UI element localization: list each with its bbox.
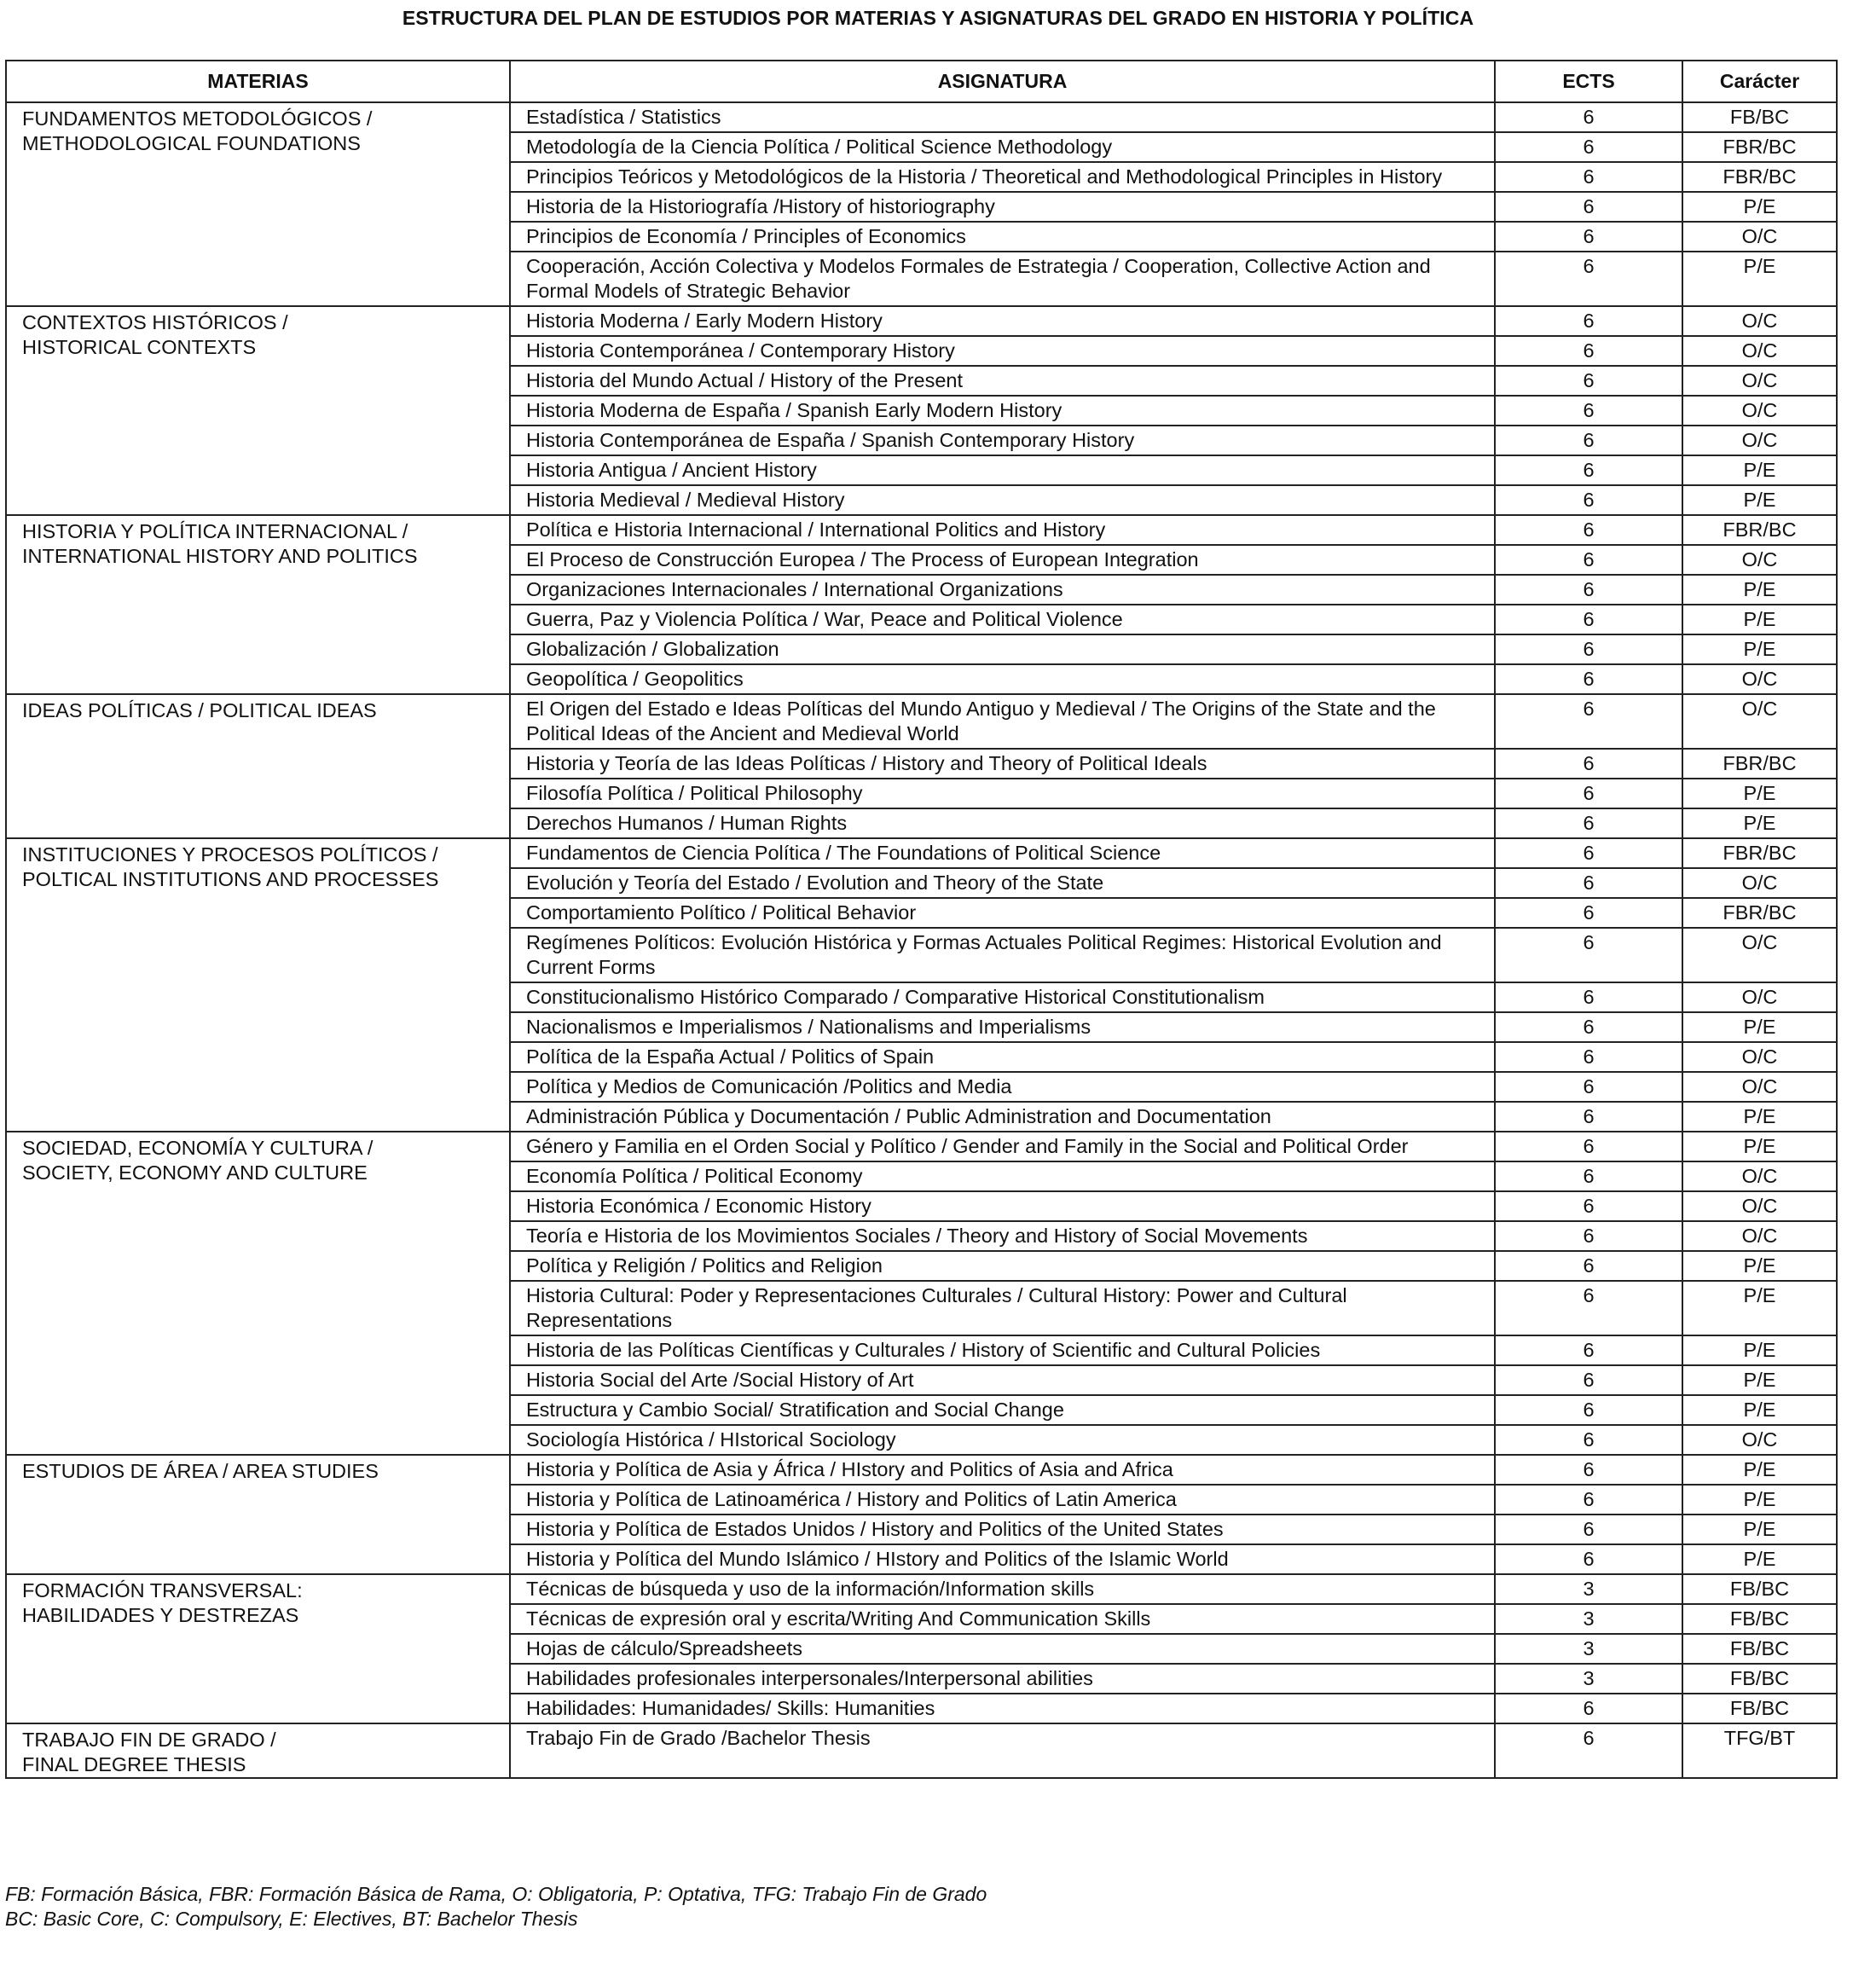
materia-cell (6, 1574, 510, 1723)
ects-cell: 6 (1495, 336, 1682, 366)
ects-cell: 6 (1495, 396, 1682, 426)
asignatura-cell: Historia y Política del Mundo Islámico / HIstory and Politics of the Islamic World (510, 1544, 1495, 1574)
materia-label: FORMACIÓN TRANSVERSAL: (22, 1579, 303, 1601)
ects-cell: 6 (1495, 1161, 1682, 1191)
materia-label: FINAL DEGREE THESIS (22, 1753, 246, 1775)
caracter-cell: P/E (1682, 1251, 1837, 1281)
asignatura-cell: Historia y Política de Asia y África / HIstory and Politics of Asia and Africa (510, 1455, 1495, 1485)
asignatura-cell: Historia Contemporánea / Contemporary History (510, 336, 1495, 366)
asignatura-cell: Historia Contemporánea de España / Spanish Contemporary History (510, 426, 1495, 455)
caracter-cell: FB/BC (1682, 102, 1837, 132)
caracter-cell: P/E (1682, 1455, 1837, 1485)
table-row (6, 515, 1837, 545)
caracter-cell: O/C (1682, 868, 1837, 898)
caracter-cell: P/E (1682, 575, 1837, 605)
caracter-cell: P/E (1682, 1281, 1837, 1335)
table-row (6, 1574, 1837, 1604)
ects-cell: 6 (1495, 898, 1682, 928)
ects-cell: 6 (1495, 1485, 1682, 1515)
table-row (6, 1723, 1837, 1778)
asignatura-cell: Teoría e Historia de los Movimientos Sociales / Theory and History of Social Movements (510, 1221, 1495, 1251)
asignatura-cell: Comportamiento Político / Political Behavior (510, 898, 1495, 928)
asignatura-cell: Historia y Política de Estados Unidos / History and Politics of the United States (510, 1515, 1495, 1544)
caracter-cell: P/E (1682, 192, 1837, 222)
asignatura-cell: Historia del Mundo Actual / History of the Present (510, 366, 1495, 396)
asignatura-cell: Organizaciones Internacionales / International Organizations (510, 575, 1495, 605)
ects-cell: 3 (1495, 1664, 1682, 1694)
document-title: ESTRUCTURA DEL PLAN DE ESTUDIOS POR MATERIAS Y ASIGNATURAS DEL GRADO EN HISTORIA Y POLÍTICA (402, 7, 1474, 29)
curriculum-table (5, 60, 1838, 1779)
caracter-cell: FB/BC (1682, 1634, 1837, 1664)
materia-cell (6, 1132, 510, 1455)
ects-cell: 6 (1495, 455, 1682, 485)
caracter-cell: FBR/BC (1682, 515, 1837, 545)
ects-cell: 6 (1495, 426, 1682, 455)
ects-cell: 3 (1495, 1634, 1682, 1664)
asignatura-cell: Metodología de la Ciencia Política / Political Science Methodology (510, 132, 1495, 162)
ects-cell: 6 (1495, 1544, 1682, 1574)
asignatura-cell: Historia Antigua / Ancient History (510, 455, 1495, 485)
caracter-cell: O/C (1682, 1425, 1837, 1455)
ects-cell: 6 (1495, 868, 1682, 898)
materia-cell (6, 1723, 510, 1778)
asignatura-cell: Historia de las Políticas Científicas y Culturales / History of Scientific and Cultural Policies (510, 1335, 1495, 1365)
asignatura-cell: Habilidades: Humanidades/ Skills: Humanities (510, 1694, 1495, 1723)
ects-cell: 6 (1495, 1281, 1682, 1335)
caracter-cell: P/E (1682, 1395, 1837, 1425)
asignatura-cell: El Proceso de Construcción Europea / The Process of European Integration (510, 545, 1495, 575)
asignatura-cell: Política y Medios de Comunicación /Politics and Media (510, 1072, 1495, 1102)
asignatura-cell: Historia Moderna de España / Spanish Early Modern History (510, 396, 1495, 426)
caracter-cell: P/E (1682, 1515, 1837, 1544)
ects-cell: 6 (1495, 1251, 1682, 1281)
ects-cell: 6 (1495, 1191, 1682, 1221)
ects-cell: 6 (1495, 1102, 1682, 1132)
asignatura-cell: Historia Cultural: Poder y Representaciones Culturales / Cultural History: Power and Cultural Representations (510, 1281, 1495, 1335)
ects-cell: 6 (1495, 779, 1682, 808)
asignatura-cell: Globalización / Globalization (510, 634, 1495, 664)
table-row (6, 306, 1837, 336)
caracter-cell: O/C (1682, 545, 1837, 575)
legend-line-en: BC: Basic Core, C: Compulsory, E: Electives, BT: Bachelor Thesis (5, 1908, 578, 1930)
ects-cell: 6 (1495, 102, 1682, 132)
caracter-cell: FB/BC (1682, 1604, 1837, 1634)
materia-cell (6, 102, 510, 306)
asignatura-cell: Política de la España Actual / Politics of Spain (510, 1042, 1495, 1072)
asignatura-cell: Cooperación, Acción Colectiva y Modelos Formales de Estrategia / Cooperation, Collective Action and Formal Models of Strategic Behavior (510, 252, 1495, 306)
materia-cell (6, 306, 510, 515)
table-row (6, 838, 1837, 868)
ects-cell: 6 (1495, 366, 1682, 396)
asignatura-cell: Historia Medieval / Medieval History (510, 485, 1495, 515)
caracter-cell: P/E (1682, 252, 1837, 306)
asignatura-cell: Guerra, Paz y Violencia Política / War, Peace and Political Violence (510, 605, 1495, 634)
asignatura-cell: Evolución y Teoría del Estado / Evolution and Theory of the State (510, 868, 1495, 898)
asignatura-cell: Principios de Economía / Principles of Economics (510, 222, 1495, 252)
ects-cell: 6 (1495, 222, 1682, 252)
asignatura-cell: Fundamentos de Ciencia Política / The Foundations of Political Science (510, 838, 1495, 868)
caracter-cell: P/E (1682, 634, 1837, 664)
caracter-cell: P/E (1682, 1365, 1837, 1395)
header-materias: MATERIAS (6, 61, 510, 102)
caracter-cell: O/C (1682, 1072, 1837, 1102)
caracter-cell: O/C (1682, 306, 1837, 336)
ects-cell: 3 (1495, 1574, 1682, 1604)
asignatura-cell: Historia y Política de Latinoamérica / History and Politics of Latin America (510, 1485, 1495, 1515)
ects-cell: 6 (1495, 694, 1682, 749)
caracter-cell: P/E (1682, 1544, 1837, 1574)
asignatura-cell: Historia de la Historiografía /History of historiography (510, 192, 1495, 222)
header-ects: ECTS (1495, 61, 1682, 102)
caracter-cell: O/C (1682, 426, 1837, 455)
asignatura-cell: Técnicas de expresión oral y escrita/Writing And Communication Skills (510, 1604, 1495, 1634)
ects-cell: 6 (1495, 1012, 1682, 1042)
ects-cell: 6 (1495, 1335, 1682, 1365)
asignatura-cell: El Origen del Estado e Ideas Políticas del Mundo Antiguo y Medieval / The Origins of the State and the Political Ideas of the Ancient and Medieval World (510, 694, 1495, 749)
asignatura-cell: Género y Familia en el Orden Social y Político / Gender and Family in the Social and Political Order (510, 1132, 1495, 1161)
ects-cell: 6 (1495, 1132, 1682, 1161)
caracter-cell: FBR/BC (1682, 749, 1837, 779)
ects-cell: 6 (1495, 1221, 1682, 1251)
materia-label: METHODOLOGICAL FOUNDATIONS (22, 132, 361, 154)
caracter-cell: P/E (1682, 1102, 1837, 1132)
caracter-cell: O/C (1682, 396, 1837, 426)
asignatura-cell: Historia Social del Arte /Social History of Art (510, 1365, 1495, 1395)
caracter-cell: O/C (1682, 1191, 1837, 1221)
ects-cell: 6 (1495, 306, 1682, 336)
asignatura-cell: Estructura y Cambio Social/ Stratification and Social Change (510, 1395, 1495, 1425)
materia-label: HABILIDADES Y DESTREZAS (22, 1604, 299, 1626)
asignatura-cell: Principios Teóricos y Metodológicos de la Historia / Theoretical and Methodological Principles in History (510, 162, 1495, 192)
caracter-cell: FBR/BC (1682, 132, 1837, 162)
table-row (6, 1132, 1837, 1161)
caracter-cell: O/C (1682, 1161, 1837, 1191)
asignatura-cell: Nacionalismos e Imperialismos / Nationalisms and Imperialisms (510, 1012, 1495, 1042)
table-row (6, 1455, 1837, 1485)
ects-cell: 6 (1495, 1072, 1682, 1102)
ects-cell: 6 (1495, 634, 1682, 664)
curriculum-body (6, 102, 1837, 1778)
asignatura-cell: Constitucionalismo Histórico Comparado / Comparative Historical Constitutionalism (510, 982, 1495, 1012)
materia-label: IDEAS POLÍTICAS / POLITICAL IDEAS (22, 699, 377, 721)
asignatura-cell: Administración Pública y Documentación / Public Administration and Documentation (510, 1102, 1495, 1132)
ects-cell: 6 (1495, 132, 1682, 162)
asignatura-cell: Técnicas de búsqueda y uso de la información/Information skills (510, 1574, 1495, 1604)
ects-cell: 6 (1495, 838, 1682, 868)
materia-label: ESTUDIOS DE ÁREA / AREA STUDIES (22, 1460, 379, 1482)
materia-label: SOCIETY, ECONOMY AND CULTURE (22, 1161, 368, 1184)
ects-cell: 3 (1495, 1604, 1682, 1634)
caracter-cell: FBR/BC (1682, 838, 1837, 868)
asignatura-cell: Filosofía Política / Political Philosophy (510, 779, 1495, 808)
ects-cell: 6 (1495, 928, 1682, 982)
ects-cell: 6 (1495, 1365, 1682, 1395)
caracter-cell: O/C (1682, 664, 1837, 694)
materia-label: INTERNATIONAL HISTORY AND POLITICS (22, 545, 418, 567)
ects-cell: 6 (1495, 605, 1682, 634)
ects-cell: 6 (1495, 1395, 1682, 1425)
ects-cell: 6 (1495, 515, 1682, 545)
ects-cell: 6 (1495, 1723, 1682, 1778)
ects-cell: 6 (1495, 664, 1682, 694)
asignatura-cell: Historia Económica / Economic History (510, 1191, 1495, 1221)
ects-cell: 6 (1495, 1515, 1682, 1544)
header-row (6, 61, 1837, 102)
asignatura-cell: Geopolítica / Geopolitics (510, 664, 1495, 694)
caracter-cell: P/E (1682, 779, 1837, 808)
asignatura-cell: Estadística / Statistics (510, 102, 1495, 132)
materia-cell (6, 694, 510, 838)
caracter-cell: O/C (1682, 366, 1837, 396)
asignatura-cell: Historia y Teoría de las Ideas Políticas / History and Theory of Political Ideals (510, 749, 1495, 779)
caracter-cell: P/E (1682, 1335, 1837, 1365)
asignatura-cell: Regímenes Políticos: Evolución Histórica y Formas Actuales Political Regimes: Historical Evolution and Current Forms (510, 928, 1495, 982)
materia-label: HISTORICAL CONTEXTS (22, 336, 257, 358)
header-caracter: Carácter (1682, 61, 1837, 102)
asignatura-cell: Política y Religión / Politics and Religion (510, 1251, 1495, 1281)
ects-cell: 6 (1495, 982, 1682, 1012)
caracter-cell: P/E (1682, 1485, 1837, 1515)
materia-label: POLTICAL INSTITUTIONS AND PROCESSES (22, 868, 439, 890)
legend-line-es: FB: Formación Básica, FBR: Formación Básica de Rama, O: Obligatoria, P: Optativa, TFG: Trabajo Fin de Grado (5, 1883, 987, 1905)
caracter-cell: FBR/BC (1682, 162, 1837, 192)
ects-cell: 6 (1495, 545, 1682, 575)
caracter-cell: P/E (1682, 1012, 1837, 1042)
caracter-cell: O/C (1682, 694, 1837, 749)
caracter-cell: O/C (1682, 222, 1837, 252)
asignatura-cell: Hojas de cálculo/Spreadsheets (510, 1634, 1495, 1664)
caracter-cell: P/E (1682, 605, 1837, 634)
materia-label: CONTEXTOS HISTÓRICOS / (22, 311, 288, 333)
ects-cell: 6 (1495, 1694, 1682, 1723)
caracter-cell: FB/BC (1682, 1574, 1837, 1604)
ects-cell: 6 (1495, 485, 1682, 515)
materia-label: SOCIEDAD, ECONOMÍA Y CULTURA / (22, 1137, 373, 1159)
caracter-cell: P/E (1682, 808, 1837, 838)
ects-cell: 6 (1495, 162, 1682, 192)
ects-cell: 6 (1495, 252, 1682, 306)
table-row (6, 102, 1837, 132)
asignatura-cell: Historia Moderna / Early Modern History (510, 306, 1495, 336)
caracter-cell: O/C (1682, 928, 1837, 982)
header-asignatura: ASIGNATURA (510, 61, 1495, 102)
caracter-cell: TFG/BT (1682, 1723, 1837, 1778)
ects-cell: 6 (1495, 575, 1682, 605)
caracter-cell: FB/BC (1682, 1694, 1837, 1723)
legend (5, 1882, 987, 1932)
materia-label: HISTORIA Y POLÍTICA INTERNACIONAL / (22, 520, 408, 542)
asignatura-cell: Trabajo Fin de Grado /Bachelor Thesis (510, 1723, 1495, 1778)
asignatura-cell: Sociología Histórica / HIstorical Sociology (510, 1425, 1495, 1455)
table-row (6, 694, 1837, 749)
ects-cell: 6 (1495, 1425, 1682, 1455)
ects-cell: 6 (1495, 1455, 1682, 1485)
ects-cell: 6 (1495, 192, 1682, 222)
caracter-cell: P/E (1682, 455, 1837, 485)
asignatura-cell: Derechos Humanos / Human Rights (510, 808, 1495, 838)
ects-cell: 6 (1495, 1042, 1682, 1072)
materia-label: FUNDAMENTOS METODOLÓGICOS / (22, 107, 373, 130)
ects-cell: 6 (1495, 808, 1682, 838)
materia-cell (6, 515, 510, 694)
materia-label: INSTITUCIONES Y PROCESOS POLÍTICOS / (22, 843, 438, 866)
caracter-cell: FBR/BC (1682, 898, 1837, 928)
caracter-cell: O/C (1682, 982, 1837, 1012)
materia-cell (6, 1455, 510, 1574)
caracter-cell: O/C (1682, 1042, 1837, 1072)
asignatura-cell: Economía Política / Political Economy (510, 1161, 1495, 1191)
asignatura-cell: Política e Historia Internacional / International Politics and History (510, 515, 1495, 545)
caracter-cell: O/C (1682, 336, 1837, 366)
asignatura-cell: Habilidades profesionales interpersonales/Interpersonal abilities (510, 1664, 1495, 1694)
caracter-cell: O/C (1682, 1221, 1837, 1251)
materia-cell (6, 838, 510, 1132)
caracter-cell: P/E (1682, 1132, 1837, 1161)
ects-cell: 6 (1495, 749, 1682, 779)
materia-label: TRABAJO FIN DE GRADO / (22, 1729, 276, 1751)
caracter-cell: P/E (1682, 485, 1837, 515)
caracter-cell: FB/BC (1682, 1664, 1837, 1694)
